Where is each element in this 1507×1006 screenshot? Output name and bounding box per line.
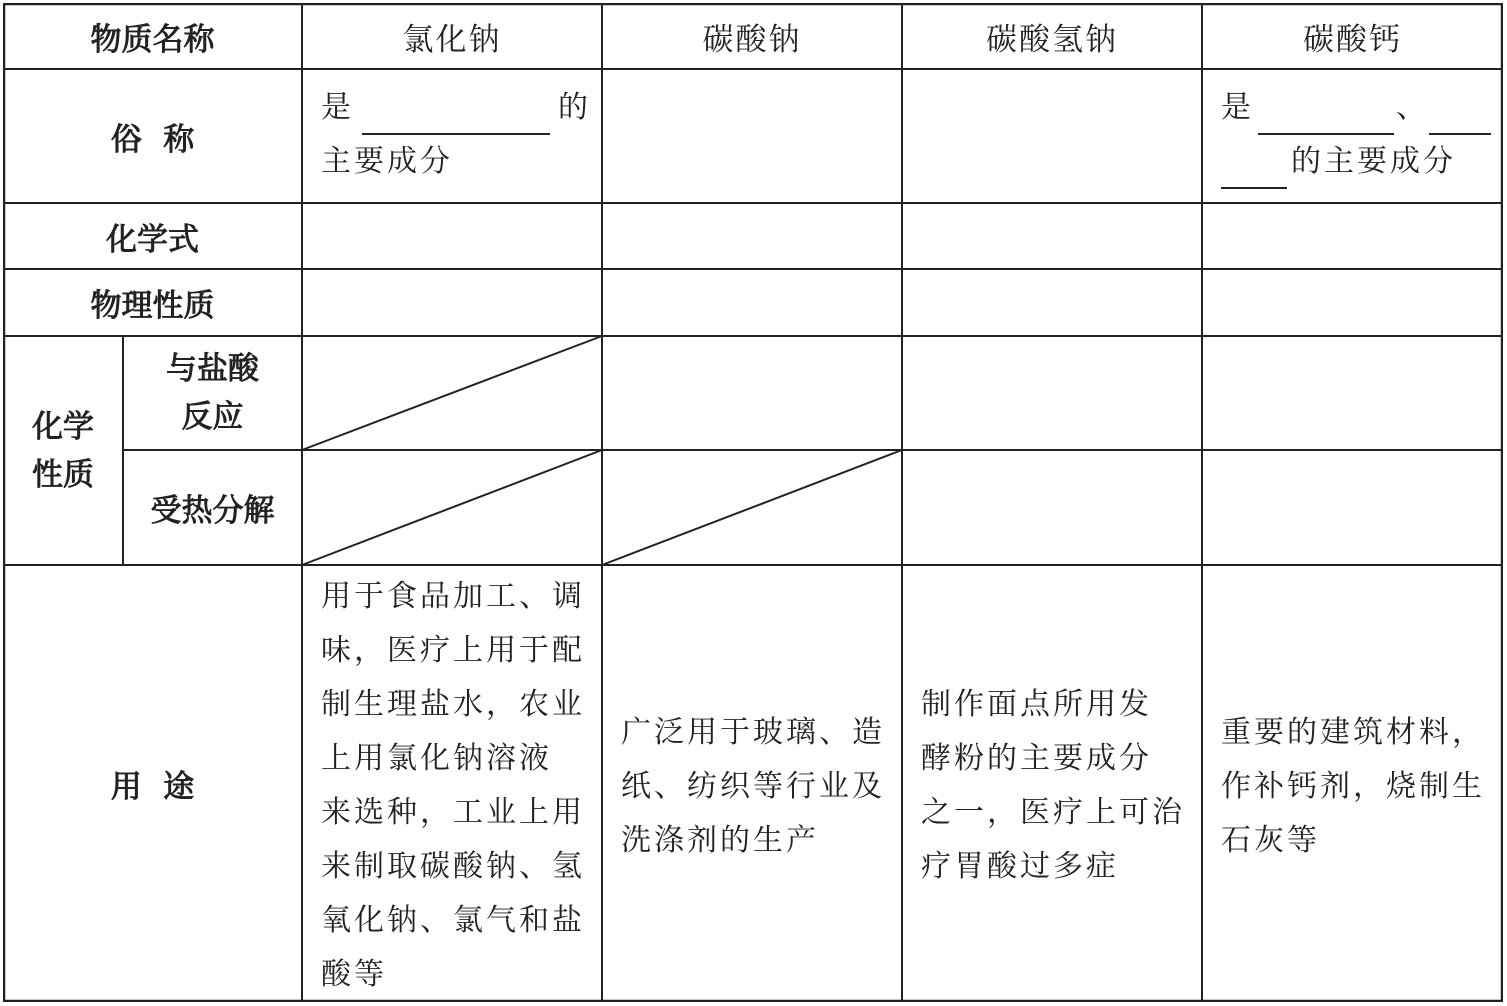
nacl-heat-diagonal (302, 450, 602, 565)
nacl-uses-line: 上用氯化钠溶液 (321, 741, 552, 776)
chemical-label-line2: 性质 (32, 456, 94, 493)
na2co3-uses-line: 广泛用于玻璃、造 (621, 715, 885, 750)
nacl-uses-line: 味，医疗上用于配 (321, 633, 585, 668)
caco3-sep: 、 (1396, 90, 1429, 125)
nacl-common-name-line2: 主要成分 (321, 144, 453, 179)
nahco3-uses-line: 疗胃酸过多症 (921, 849, 1119, 884)
caco3-uses-cell (1221, 706, 1499, 868)
caco3-common-name-line1 (1221, 81, 1499, 135)
na2co3-uses-line: 纸、纺织等行业及 (621, 769, 885, 804)
caco3-blank-3 (1221, 153, 1287, 189)
sub-label-heat: 受热分解 (150, 493, 275, 529)
nacl-blank (362, 99, 550, 135)
nacl-hcl-diagonal (302, 336, 602, 450)
nacl-prefix: 是 (321, 90, 354, 125)
caco3-uses-line: 作补钙剂，烧制生 (1221, 769, 1485, 804)
nacl-uses-line: 制生理盐水，农业 (321, 687, 585, 722)
caco3-common-name-line2 (1221, 135, 1499, 189)
nahco3-uses-cell (921, 678, 1196, 894)
row-label-uses: 用 途 (110, 769, 195, 805)
nacl-uses-line: 用于食品加工、调 (321, 579, 585, 614)
caco3-uses-line: 石灰等 (1221, 823, 1320, 858)
caco3-blank-1 (1258, 99, 1394, 135)
nahco3-uses-line: 酵粉的主要成分 (921, 741, 1152, 776)
nacl-uses-line: 来制取碳酸钠、氢 (321, 849, 585, 884)
caco3-tail: 的主要成分 (1291, 144, 1456, 179)
col-header-na2co3: 碳酸钠 (702, 21, 802, 58)
hcl-label-line2: 反应 (181, 399, 244, 435)
nacl-uses-line: 氧化钠、氯气和盐 (321, 903, 585, 938)
col-header-nahco3: 碳酸氢钠 (986, 21, 1118, 58)
caco3-blank-2 (1429, 99, 1491, 135)
caco3-common-name-cell (1221, 81, 1499, 201)
property-table (3, 3, 1503, 1002)
caco3-uses-line: 重要的建筑材料， (1221, 715, 1485, 750)
na2co3-heat-diagonal (602, 450, 902, 565)
col-header-caco3: 碳酸钙 (1303, 21, 1402, 58)
row-label-common-name: 俗 称 (110, 121, 195, 158)
nacl-uses-cell (321, 570, 596, 1002)
col-header-nacl: 氯化钠 (402, 21, 502, 58)
na2co3-uses-line: 洗涤剂的生产 (621, 823, 819, 858)
row-label-physical: 物理性质 (90, 288, 215, 324)
nacl-common-name-cell (321, 81, 591, 201)
na2co3-uses-cell (621, 706, 896, 868)
hcl-label-line1: 与盐酸 (166, 351, 259, 387)
nacl-uses-line: 来选种，工业上用 (321, 795, 585, 830)
nacl-common-name-line1 (321, 81, 591, 135)
row-label-chemical (3, 336, 123, 565)
header-label: 物质名称 (90, 21, 215, 58)
chemical-label-line1: 化学 (32, 408, 94, 445)
nahco3-uses-line: 之一，医疗上可治 (921, 795, 1185, 830)
nahco3-uses-line: 制作面点所用发 (921, 687, 1152, 722)
caco3-prefix: 是 (1221, 90, 1254, 125)
nacl-suffix: 的 (558, 90, 591, 125)
sub-label-hcl (123, 336, 302, 450)
row-label-formula: 化学式 (106, 221, 199, 258)
nacl-uses-line: 酸等 (321, 957, 387, 992)
